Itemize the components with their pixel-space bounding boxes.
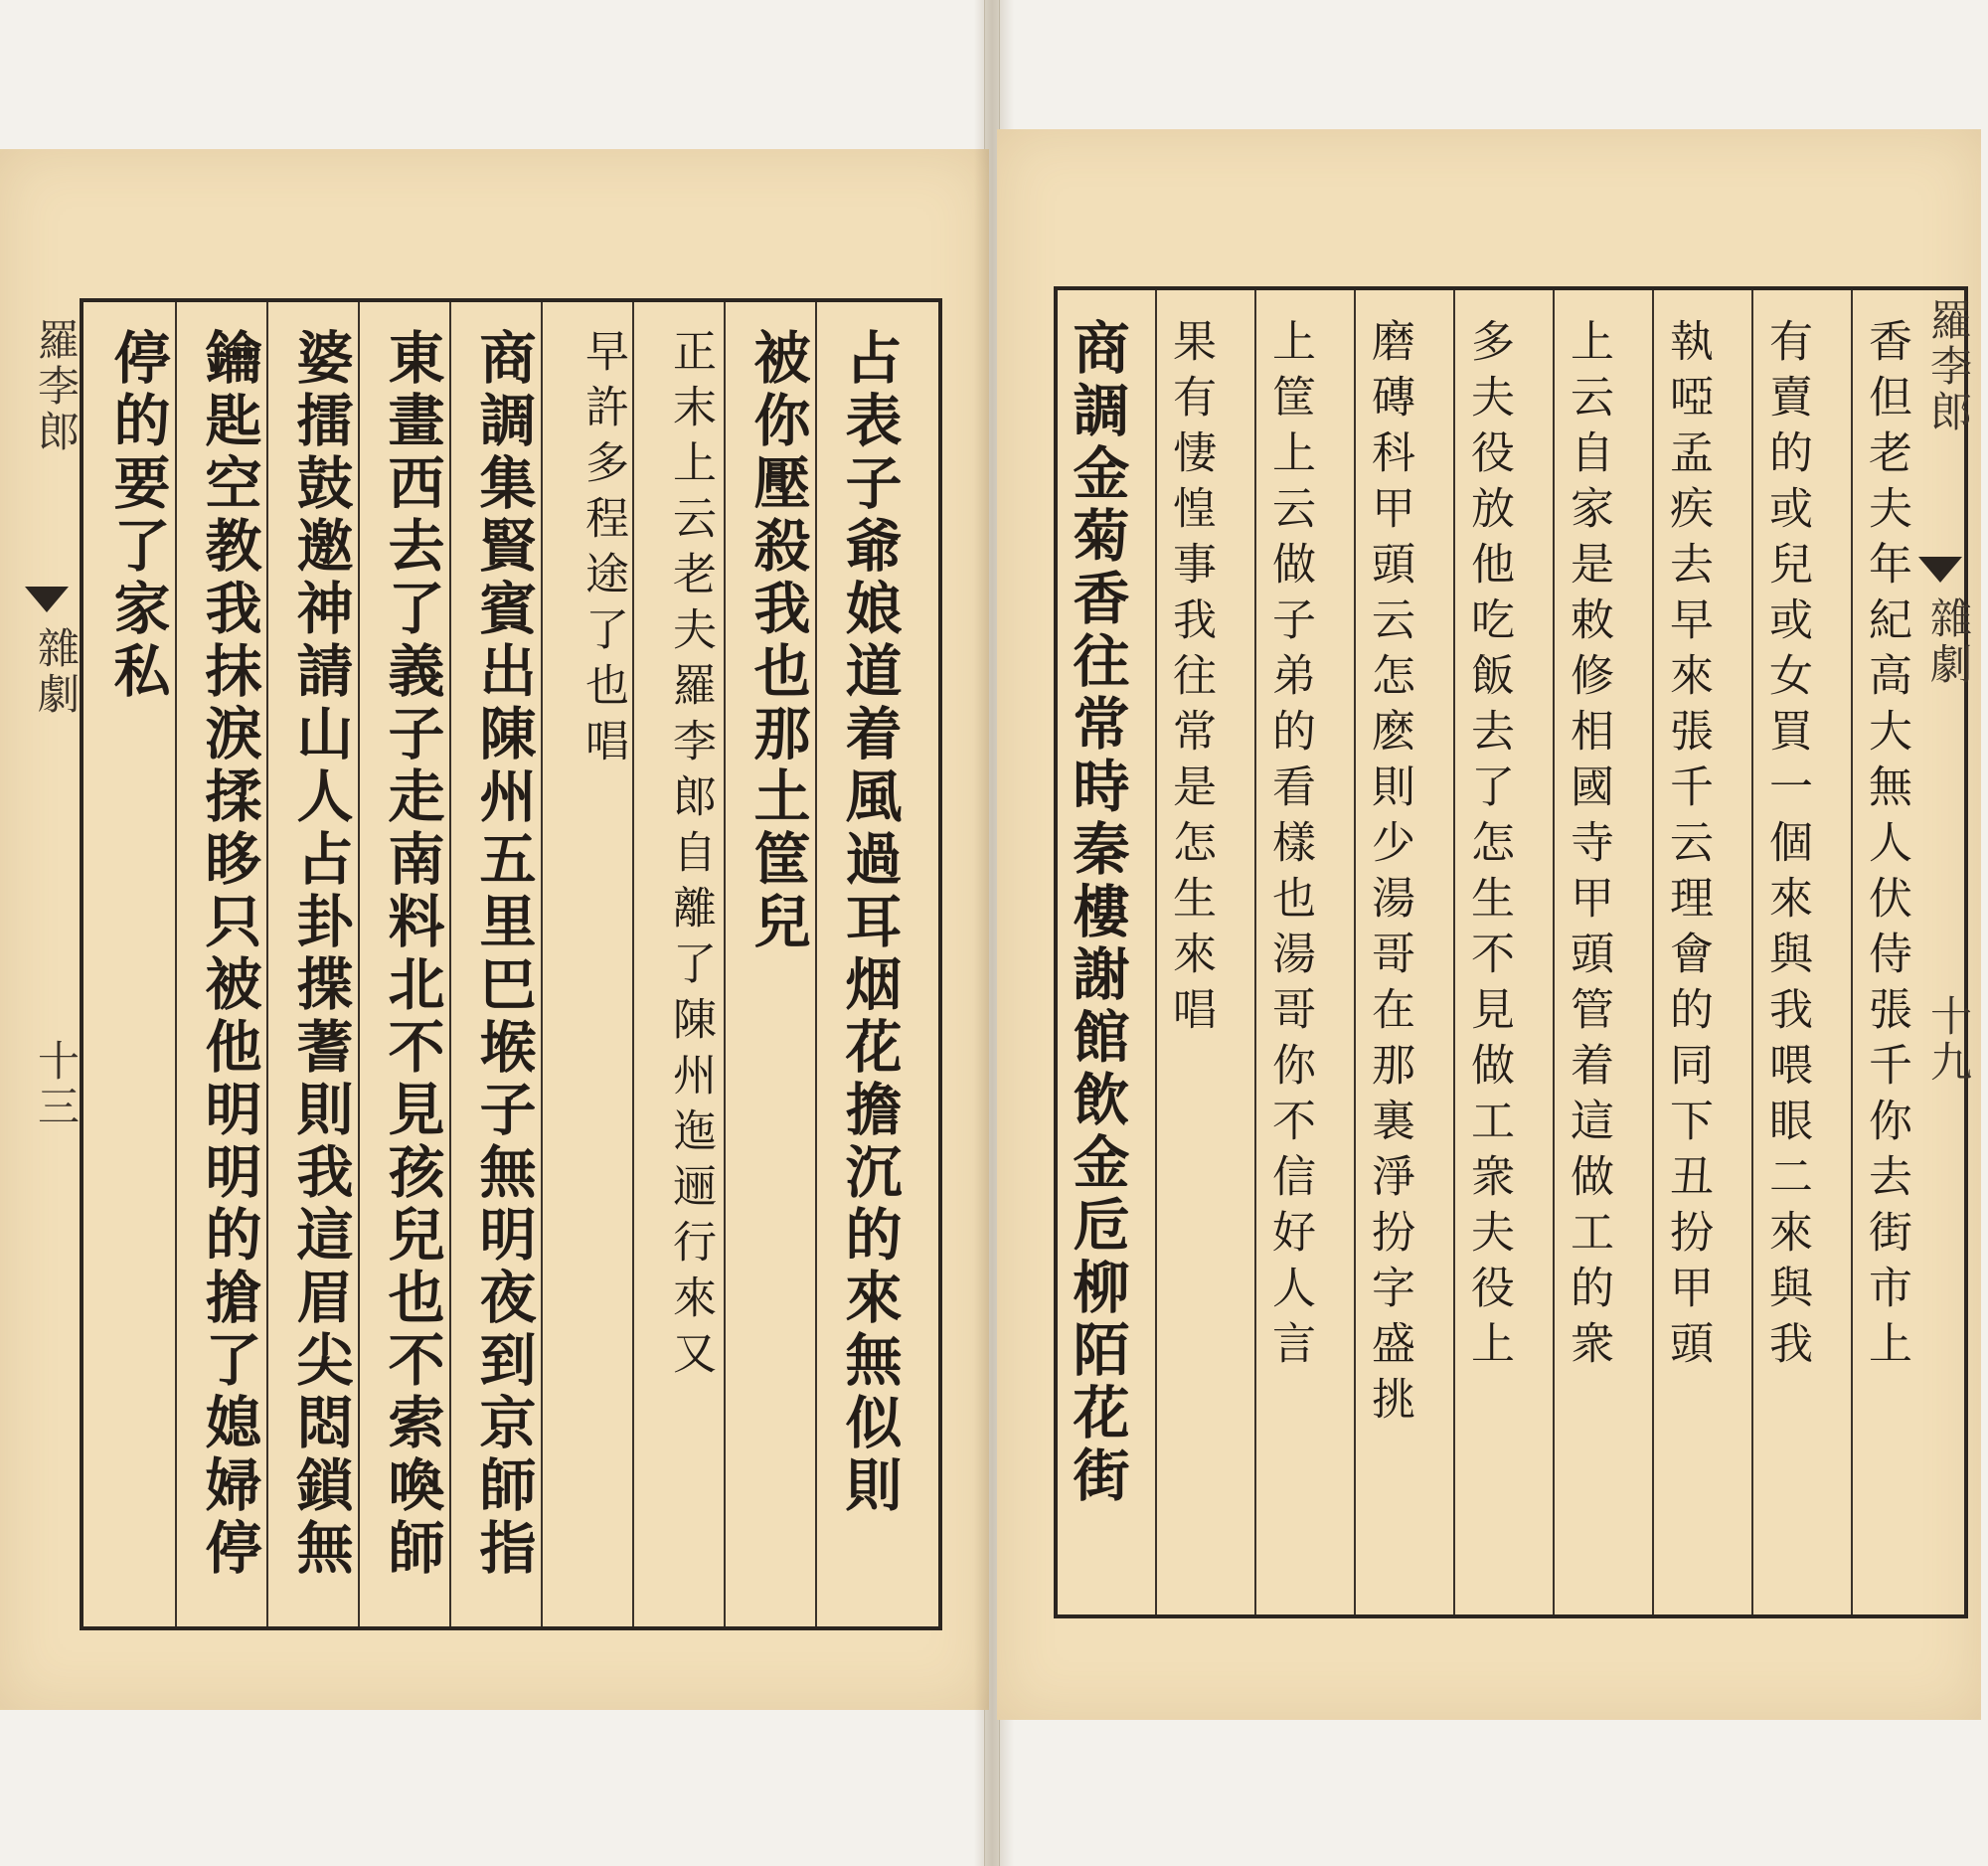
right-margin-genre: 雜劇: [1924, 596, 1973, 688]
right-column-8: 果有悽惶事我往常是怎生來唱: [1165, 318, 1216, 1042]
right-column-4: 上云自家是敕修相國寺甲頭管着這做工的衆: [1563, 318, 1613, 1376]
right-column-1: 香但老夫年紀高大無人伏侍張千你去街市上: [1861, 318, 1911, 1376]
left-column-3: 正末上云老夫羅李郎自離了陳州迤逦行來又: [665, 328, 716, 1386]
left-column-8: 鑰匙空教我抹淚揉眵只被他明明的搶了媳婦停: [196, 328, 262, 1581]
column-rule: [815, 302, 817, 1626]
column-rule: [541, 302, 543, 1626]
column-rule: [1751, 290, 1753, 1614]
right-margin-page: 十九: [1924, 994, 1973, 1086]
right-fishtail-mark: [1918, 557, 1962, 583]
left-column-6: 東畫西去了義子走南料北不見孩兒也不索喚師: [379, 328, 445, 1581]
right-column-7: 上筐上云做子弟的看樣也湯哥你不信好人言: [1264, 318, 1315, 1376]
left-margin-title: 羅李郎: [32, 318, 81, 455]
column-rule: [1453, 290, 1455, 1614]
column-rule: [449, 302, 451, 1626]
left-column-7: 婆擂鼓邀神請山人占卦揲蓍則我這眉尖悶鎖無: [287, 328, 354, 1581]
column-rule: [175, 302, 177, 1626]
left-column-4: 早許多程途了也唱: [578, 328, 628, 773]
left-column-1: 占表子爺娘道着風過耳烟花擔沉的來無似則: [836, 328, 903, 1518]
right-margin-title: 羅李郎: [1924, 298, 1973, 435]
column-rule: [1652, 290, 1654, 1614]
column-rule: [724, 302, 726, 1626]
right-column-3: 執啞孟疾去早來張千云理會的同下丑扮甲頭: [1662, 318, 1713, 1376]
column-rule: [1254, 290, 1256, 1614]
left-fishtail-mark: [25, 587, 69, 612]
column-rule: [358, 302, 360, 1626]
right-column-5: 多夫役放他吃飯去了怎生不見做工衆夫役上: [1463, 318, 1514, 1376]
left-margin-page: 十三: [32, 1039, 81, 1130]
column-rule: [632, 302, 634, 1626]
left-column-2: 被你壓殺我也那土筐兒: [745, 328, 811, 954]
left-column-9: 停的要了家私: [104, 328, 171, 704]
left-column-5: 商調集賢賓出陳州五里巴堠子無明夜到京師指: [470, 328, 537, 1581]
column-rule: [1155, 290, 1157, 1614]
column-rule: [1354, 290, 1356, 1614]
right-column-6: 磨磚科甲頭云怎麽則少湯哥在那裏淨扮字盛挑: [1364, 318, 1414, 1432]
right-column-2: 有賣的或兒或女買一個來與我喂眼二來與我: [1761, 318, 1812, 1376]
column-rule: [1851, 290, 1853, 1614]
left-margin-genre: 雜劇: [32, 626, 81, 718]
right-column-9: 商調金菊香往常時秦樓謝館飲金卮柳陌花街: [1064, 318, 1130, 1508]
column-rule: [1553, 290, 1555, 1614]
column-rule: [266, 302, 268, 1626]
